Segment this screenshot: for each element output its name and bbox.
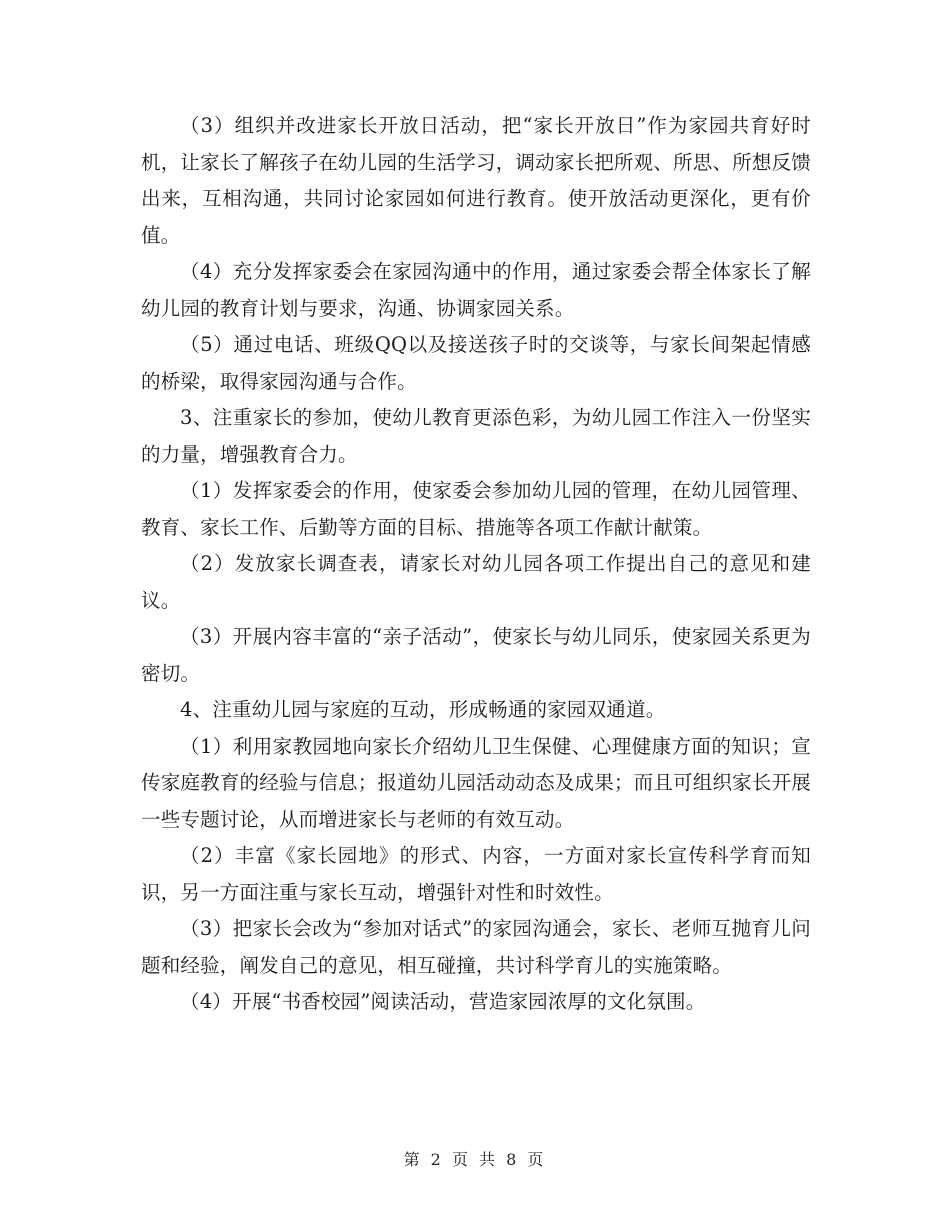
paragraph: 3、注重家长的参加，使幼儿教育更添色彩，为幼儿园工作注入一份坚实的力量，增强教育合力。 xyxy=(141,406,811,466)
page-number-footer: 第 2 页 共 8 页 xyxy=(403,1150,547,1169)
paragraph: （5）通过电话、班级QQ以及接送孩子时的交谈等，与家长间架起情感的桥梁，取得家园沟通与合作。 xyxy=(141,333,811,393)
paragraph: （2）丰富《家长园地》的形式、内容，一方面对家长宣传科学育而知识，另一方面注重与家长互动，增强针对性和时效性。 xyxy=(141,844,811,904)
paragraph: 4、注重幼儿园与家庭的互动，形成畅通的家园双通道。 xyxy=(180,698,666,721)
paragraph: （4）开展“书香校园”阅读活动，营造家园浓厚的文化氛围。 xyxy=(180,990,706,1013)
paragraph: （1）利用家教园地向家长介绍幼儿卫生保健、心理健康方面的知识；宣传家庭教育的经验与信息；报道幼儿园活动动态及成果；而且可组织家长开展一些专题讨论，从而增进家长与老师的有效互动。 xyxy=(141,734,811,831)
paragraph: （2）发放家长调查表，请家长对幼儿园各项工作提出自己的意见和建议。 xyxy=(141,552,811,612)
paragraph: （3）组织并改进家长开放日活动，把“家长开放日”作为家园共育好时机，让家长了解孩子在幼儿园的生活学习，调动家长把所观、所思、所想反馈出来，互相沟通，共同讨论家园如何进行教育。使开放活动更深化，更有价值。 xyxy=(141,114,811,247)
paragraph: （1）发挥家委会的作用，使家委会参加幼儿园的管理，在幼儿园管理、教育、家长工作、后勤等方面的目标、措施等各项工作献计献策。 xyxy=(141,479,811,539)
paragraph: （4）充分发挥家委会在家园沟通中的作用，通过家委会帮全体家长了解幼儿园的教育计划与要求，沟通、协调家园关系。 xyxy=(141,260,811,320)
paragraph: （3）开展内容丰富的“亲子活动”，使家长与幼儿同乐，使家园关系更为密切。 xyxy=(141,625,811,685)
paragraph: （3）把家长会改为“参加对话式”的家园沟通会，家长、老师互抛育儿问题和经验，阐发自己的意见，相互碰撞，共讨科学育儿的实施策略。 xyxy=(141,917,811,977)
document-body xyxy=(141,108,811,1021)
